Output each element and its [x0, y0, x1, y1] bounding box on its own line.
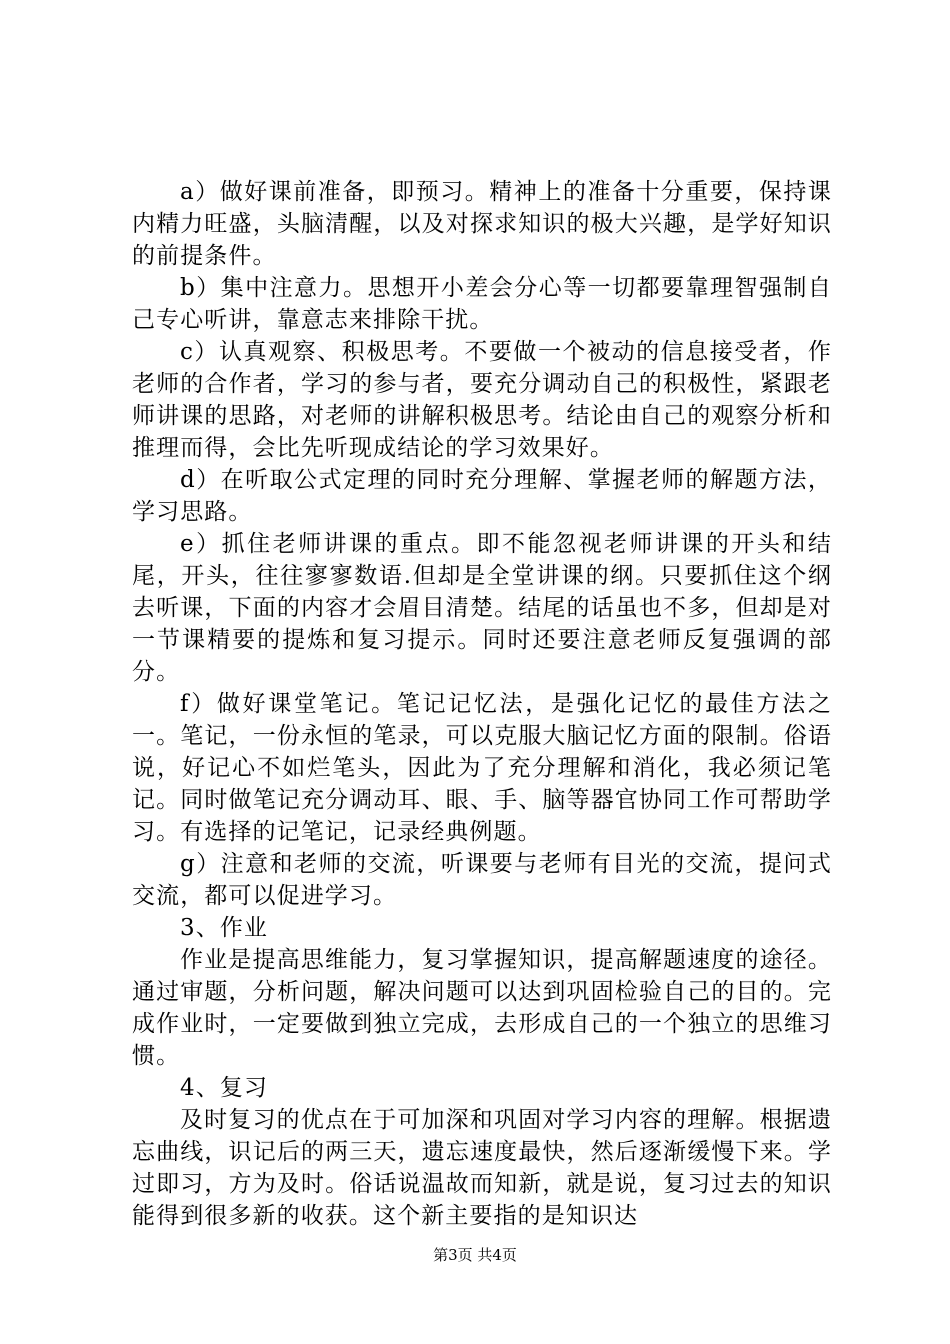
paragraph-b-attention: b）集中注意力。思想开小差会分心等一切都要靠理智强制自己专心听讲，靠意志来排除干扰。: [132, 275, 832, 333]
paragraph-c-observe: c）认真观察、积极思考。不要做一个被动的信息接受者，作老师的合作者，学习的参与者，要充分调动自己的积极性，紧跟老师讲课的思路，对老师的讲解积极思考。结论由自己的观察分析和推理而得，会比先听现成结论的学习效果好。: [132, 339, 832, 461]
document-body: [132, 176, 832, 1232]
paragraph-g-communication: g）注意和老师的交流，听课要与老师有目光的交流，提问式交流，都可以促进学习。: [132, 851, 832, 909]
page-number-footer: 第3页 共4页: [433, 1246, 517, 1264]
paragraph-a-preview: a）做好课前准备，即预习。精神上的准备十分重要，保持课内精力旺盛，头脑清醒，以及对探求知识的极大兴趣，是学好知识的前提条件。: [132, 179, 832, 269]
paragraph-d-methods: d）在听取公式定理的同时充分理解、掌握老师的解题方法，学习思路。: [132, 467, 832, 525]
paragraph-homework: 作业是提高思维能力，复习掌握知识，提高解题速度的途径。通过审题，分析问题，解决问题可以达到巩固检验自己的目的。完成作业时，一定要做到独立完成，去形成自己的一个独立的思维习惯。: [132, 947, 832, 1069]
section-heading-homework: 3、作业: [180, 915, 269, 941]
paragraph-f-notes: f）做好课堂笔记。笔记记忆法，是强化记忆的最佳方法之一。笔记，一份永恒的笔录，可以克服大脑记忆方面的限制。俗语说，好记心不如烂笔头，因此为了充分理解和消化，我必须记笔记。同时做笔记充分调动耳、眼、手、脑等器官协同工作可帮助学习。有选择的记笔记，记录经典例题。: [132, 691, 832, 845]
paragraph-review: 及时复习的优点在于可加深和巩固对学习内容的理解。根据遗忘曲线，识记后的两三天，遗忘速度最快，然后逐渐缓慢下来。学过即习，方为及时。俗话说温故而知新，就是说，复习过去的知识能得到很多新的收获。这个新主要指的是知识达: [132, 1107, 832, 1229]
section-heading-review: 4、复习: [180, 1075, 269, 1101]
paragraph-e-key-points: e）抓住老师讲课的重点。即不能忽视老师讲课的开头和结尾，开头，往往寥寥数语.但却是全堂讲课的纲。只要抓住这个纲去听课，下面的内容才会眉目清楚。结尾的话虽也不多，但却是对一节课精要的提炼和复习提示。同时还要注意老师反复强调的部分。: [132, 531, 832, 685]
